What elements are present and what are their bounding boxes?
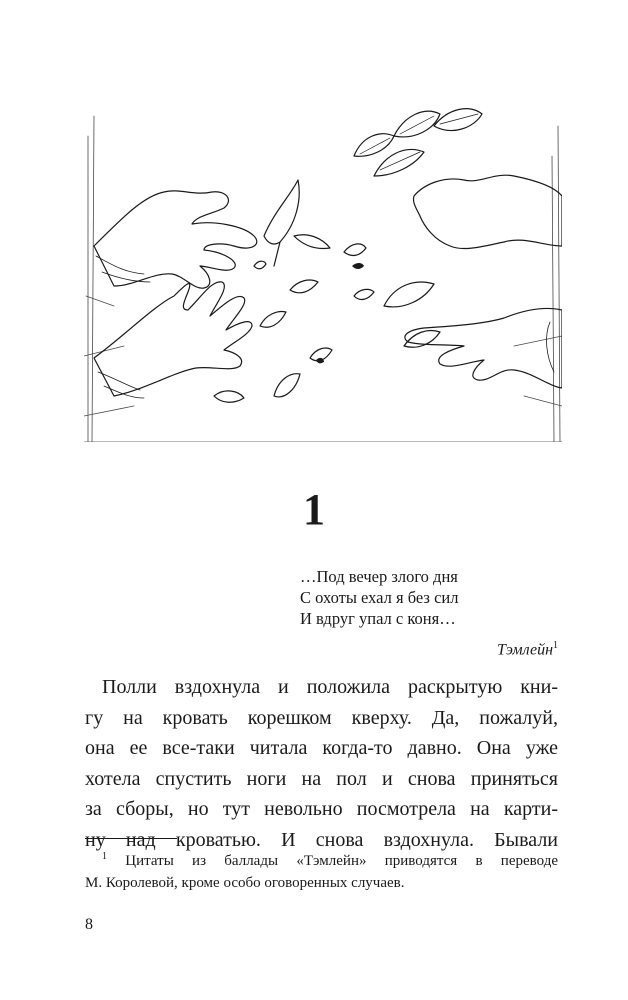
page-number: 8 xyxy=(85,916,93,933)
text-line: ну над кроватью. И снова вздохнула. Бывали xyxy=(85,828,558,851)
body-text xyxy=(85,672,558,855)
footnote-line: М. Королевой, кроме особо оговоренных случаев. xyxy=(85,874,405,891)
epigraph-source xyxy=(497,640,558,659)
hands-and-leaves-drawing xyxy=(84,96,562,442)
footnote-line xyxy=(85,846,558,873)
epigraph-line: И вдруг упал с коня… xyxy=(300,609,456,628)
text-line: за сборы, но тут невольно посмотрела на карти- xyxy=(85,798,558,820)
text-line: Полли вздохнула и положила раскрытую кни- xyxy=(102,676,558,698)
text-line: хотела спустить ноги на пол и снова приняться xyxy=(85,767,558,790)
text-line: гу на кровать корешком кверху. Да, пожалуй, xyxy=(85,706,558,729)
epigraph-source-name: Тэмлейн xyxy=(497,641,553,659)
chapter-number: 1 xyxy=(303,485,325,534)
footnote-reference[interactable]: 1 xyxy=(553,640,558,651)
epigraph-line: …Под вечер злого дня xyxy=(300,567,458,586)
epigraph xyxy=(300,566,558,629)
chapter-illustration xyxy=(84,96,562,442)
footnote xyxy=(85,846,558,894)
footnote-marker: 1 xyxy=(102,851,107,862)
text-line: она ее все-таки читала когда-то давно. Она уже xyxy=(85,737,558,759)
epigraph-line: С охоты ехал я без сил xyxy=(300,588,459,607)
footnote-text: Цитаты из баллады «Тэмлейн» приводятся в переводе xyxy=(125,853,558,869)
footnote-divider xyxy=(85,838,177,839)
